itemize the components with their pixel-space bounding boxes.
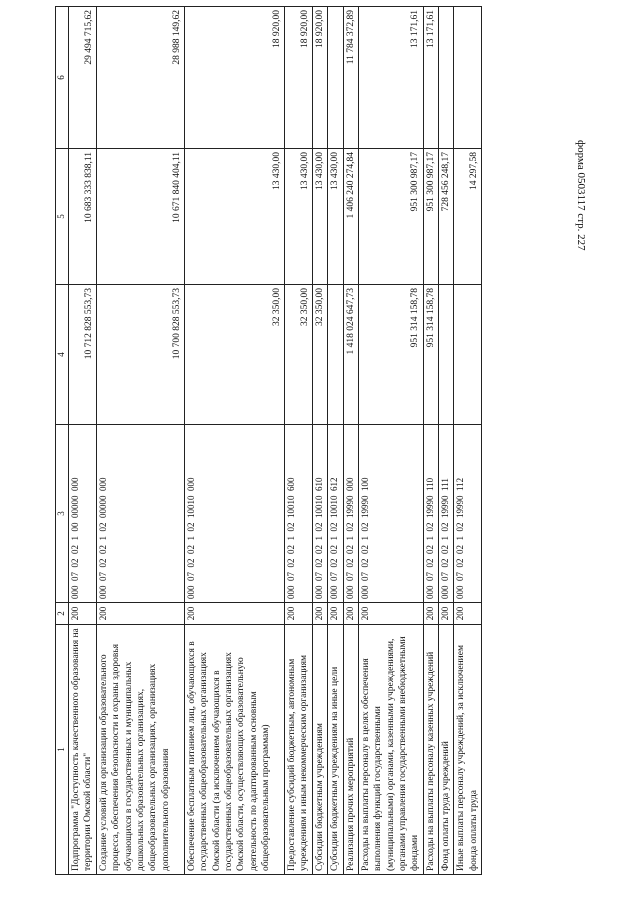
budget-classification-code: 000 07 02 02 1 02 10010 610 — [313, 425, 328, 603]
table-body — [69, 7, 482, 875]
row-name: Создание условий для организации образовательного процесса, обеспечения безопасности и охраны здоровья обучающихся в государственных и муниципальных дошкольных образовательных организациях, общеобразовательных организациях, организациях дополнительного образования — [97, 625, 185, 875]
approved-amount: 10 700 828 553,73 — [97, 285, 185, 425]
unexecuted-amount — [328, 7, 343, 149]
column-number: 4 — [56, 285, 69, 425]
budget-classification-code: 000 07 02 02 1 00 00000 000 — [69, 425, 97, 603]
column-number: 1 — [56, 625, 69, 875]
column-number: 6 — [56, 7, 69, 149]
executed-amount: 13 430,00 — [313, 149, 328, 285]
unexecuted-amount: 18 920,00 — [185, 7, 285, 149]
row-name: Подпрограмма "Доступность качественного образования на территории Омской области" — [69, 625, 97, 875]
unexecuted-amount: 29 494 715,62 — [69, 7, 97, 149]
row-name: Расходы на выплаты персоналу в целях обеспечения выполнения функций государственными (муниципальными) органами, казенными учреждениями, органами управления государственными внебюджетными фондами — [359, 625, 424, 875]
executed-amount: 951 300 987,17 — [423, 149, 438, 285]
unexecuted-amount: 13 171,61 — [359, 7, 424, 149]
row-name: Иные выплаты персоналу учреждений, за исключением фонда оплаты труда — [454, 625, 482, 875]
executed-amount: 13 430,00 — [328, 149, 343, 285]
unexecuted-amount: 18 920,00 — [313, 7, 328, 149]
table-row — [285, 7, 313, 875]
unexecuted-amount: 11 784 372,89 — [343, 7, 358, 149]
column-number-row — [56, 7, 69, 875]
approved-amount: 1 418 024 647,73 — [343, 285, 358, 425]
table-row — [454, 7, 482, 875]
unexecuted-amount: 13 171,61 — [423, 7, 438, 149]
unexecuted-amount: 18 920,00 — [285, 7, 313, 149]
table-row — [69, 7, 97, 875]
unexecuted-amount — [439, 7, 454, 149]
unexecuted-amount: 28 988 149,62 — [97, 7, 185, 149]
table-row — [423, 7, 438, 875]
table-row — [185, 7, 285, 875]
approved-amount: 32 350,00 — [285, 285, 313, 425]
line-code: 200 — [97, 603, 185, 625]
executed-amount: 14 297,58 — [454, 149, 482, 285]
approved-amount — [328, 285, 343, 425]
line-code: 200 — [439, 603, 454, 625]
table-row — [343, 7, 358, 875]
executed-amount: 728 456 248,17 — [439, 149, 454, 285]
unexecuted-amount — [454, 7, 482, 149]
approved-amount: 951 314 158,78 — [423, 285, 438, 425]
budget-classification-code: 000 07 02 02 1 02 19990 100 — [359, 425, 424, 603]
form-number-text: форма 0503117 стр. 227 — [575, 140, 587, 251]
approved-amount — [454, 285, 482, 425]
approved-amount — [439, 285, 454, 425]
line-code: 200 — [69, 603, 97, 625]
approved-amount: 32 350,00 — [313, 285, 328, 425]
line-code: 200 — [423, 603, 438, 625]
executed-amount: 1 406 240 274,84 — [343, 149, 358, 285]
budget-classification-code: 000 07 02 02 1 02 00000 000 — [97, 425, 185, 603]
table-row — [328, 7, 343, 875]
approved-amount: 10 712 828 553,73 — [69, 285, 97, 425]
row-name: Расходы на выплаты персоналу казенных учреждений — [423, 625, 438, 875]
column-number: 2 — [56, 603, 69, 625]
executed-amount: 951 300 987,17 — [359, 149, 424, 285]
executed-amount: 10 683 333 838,11 — [69, 149, 97, 285]
row-name: Субсидии бюджетным учреждениям на иные цели — [328, 625, 343, 875]
line-code: 200 — [343, 603, 358, 625]
report-table — [55, 6, 482, 875]
budget-classification-code: 000 07 02 02 1 02 19990 112 — [454, 425, 482, 603]
table-row — [313, 7, 328, 875]
report-table-rotated — [55, 7, 595, 875]
executed-amount: 10 671 840 404,11 — [97, 149, 185, 285]
row-name: Фонд оплаты труда учреждений — [439, 625, 454, 875]
budget-classification-code: 000 07 02 02 1 02 19990 111 — [439, 425, 454, 603]
row-name: Субсидии бюджетным учреждениям — [313, 625, 328, 875]
executed-amount: 13 430,00 — [285, 149, 313, 285]
budget-classification-code: 000 07 02 02 1 02 19990 000 — [343, 425, 358, 603]
column-number: 5 — [56, 149, 69, 285]
table-row — [359, 7, 424, 875]
line-code: 200 — [328, 603, 343, 625]
budget-classification-code: 000 07 02 02 1 02 10010 600 — [285, 425, 313, 603]
line-code: 200 — [359, 603, 424, 625]
budget-classification-code: 000 07 02 02 1 02 10010 612 — [328, 425, 343, 603]
column-number: 3 — [56, 425, 69, 603]
table-row — [439, 7, 454, 875]
table-row — [97, 7, 185, 875]
row-name: Обеспечение бесплатным питанием лиц, обучающихся в государственных общеобразовательных организациях Омской области (за исключением обучающихся в государственных общеобразовательных организациях Омской области, осуществляющих образовательную деятельность по адаптированным основным общеобразовательным программам) — [185, 625, 285, 875]
budget-classification-code: 000 07 02 02 1 02 19990 110 — [423, 425, 438, 603]
row-name: Реализация прочих мероприятий — [343, 625, 358, 875]
budget-classification-code: 000 07 02 02 1 02 10010 000 — [185, 425, 285, 603]
line-code: 200 — [313, 603, 328, 625]
line-code: 200 — [454, 603, 482, 625]
line-code: 200 — [285, 603, 313, 625]
row-name: Предоставление субсидий бюджетным, автономным учреждениям и иным некоммерческим организациям — [285, 625, 313, 875]
line-code: 200 — [185, 603, 285, 625]
approved-amount: 32 350,00 — [185, 285, 285, 425]
executed-amount: 13 430,00 — [185, 149, 285, 285]
approved-amount: 951 314 158,78 — [359, 285, 424, 425]
